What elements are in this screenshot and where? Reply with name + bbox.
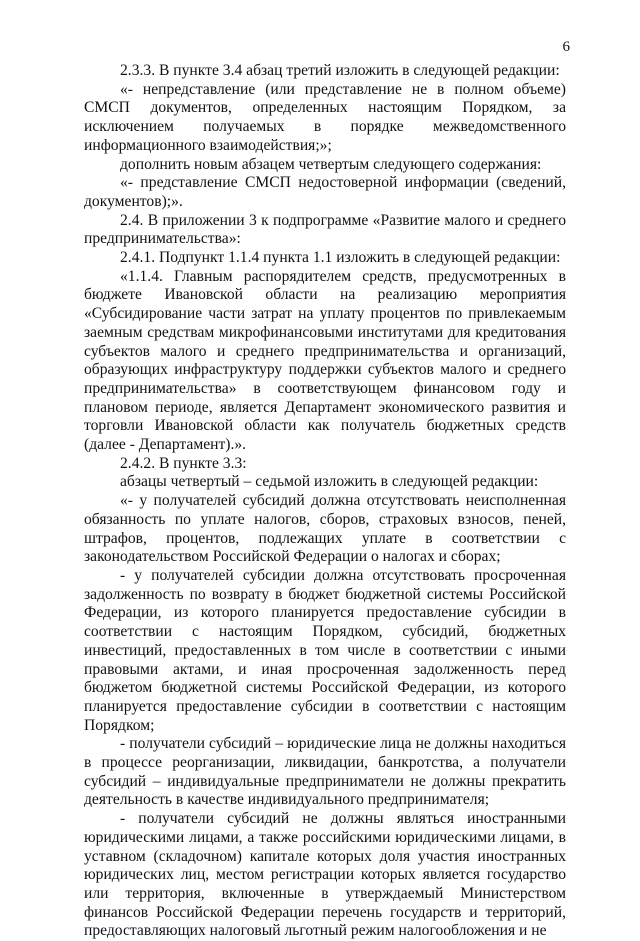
page-number: 6 xyxy=(562,39,570,55)
document-body xyxy=(84,62,566,941)
paragraph: «- представление СМСП недостоверной информации (сведений, документов);». xyxy=(84,174,566,210)
paragraph: - получатели субсидий не должны являться иностранными юридическими лицами, а также российскими юридическими лицами, в уставном (складочном) капитале которых доля участия иностранных юридических лиц, местом регистрации которых является государство или территория, включенные в утверждаемый Министерством финансов Российской Федерации перечень государств и территорий, предоставляющих налоговый льготный режим налогообложения и не xyxy=(84,810,566,940)
paragraph: «- у получателей субсидий должна отсутствовать неисполненная обязанность по уплате налогов, сборов, страховых взносов, пеней, штрафов, процентов, подлежащих уплате в соответствии с законодательством Российской Федерации о налогах и сборах; xyxy=(84,492,566,566)
paragraph: 2.3.3. В пункте 3.4 абзац третий изложить в следующей редакции: xyxy=(120,62,560,79)
paragraph: - у получателей субсидии должна отсутствовать просроченная задолженность по возврату в бюджет бюджетной системы Российской Федерации, из которого планируется предоставление субсидии в соответствии с настоящим Порядком, субсидий, бюджетных инвестиций, предоставленных в том числе в соответствии с иными правовыми актами, и иная просроченная задолженность перед бюджетом бюджетной системы Российской Федерации, из которого планируется предоставление субсидии в соответствии с настоящим Порядком; xyxy=(84,566,566,734)
paragraph: 2.4.2. В пункте 3.3: xyxy=(120,454,247,472)
paragraph: - получатели субсидий – юридические лица не должны находиться в процессе реорганизации, ликвидации, банкротства, а получатели субсидий – индивидуальные предприниматели не должны прекратить деятельность в качестве индивидуального предпринимателя; xyxy=(84,735,566,809)
paragraph: 2.4. В приложении 3 к подпрограмме «Развитие малого и среднего предпринимательства»: xyxy=(84,211,566,248)
paragraph: абзацы четвертый – седьмой изложить в следующей редакции: xyxy=(120,473,539,491)
paragraph: «- непредставление (или представление не в полном объеме) СМСП документов, определенных настоящим Порядком, за исключением получаемых в порядке межведомственного информационного взаимодействия;»; xyxy=(84,80,566,154)
paragraph: «1.1.4. Главным распорядителем средств, предусмотренных в бюджете Ивановской области на реализацию мероприятия «Субсидирование части затрат на уплату процентов по привлекаемым заемным средствам микрофинансовыми институтами для кредитования субъектов малого и среднего предпринимательства и организаций, образующих инфраструктуру поддержки субъектов малого и среднего предпринимательства» в соответствующем финансовом году и плановом периоде, является Департамент экономического развития и торговли Ивановской области как получатель бюджетных средств (далее - Департамент).». xyxy=(84,267,566,454)
paragraph: 2.4.1. Подпункт 1.1.4 пункта 1.1 изложить в следующей редакции: xyxy=(120,249,561,267)
paragraph: дополнить новым абзацем четвертым следующего содержания: xyxy=(120,155,542,173)
